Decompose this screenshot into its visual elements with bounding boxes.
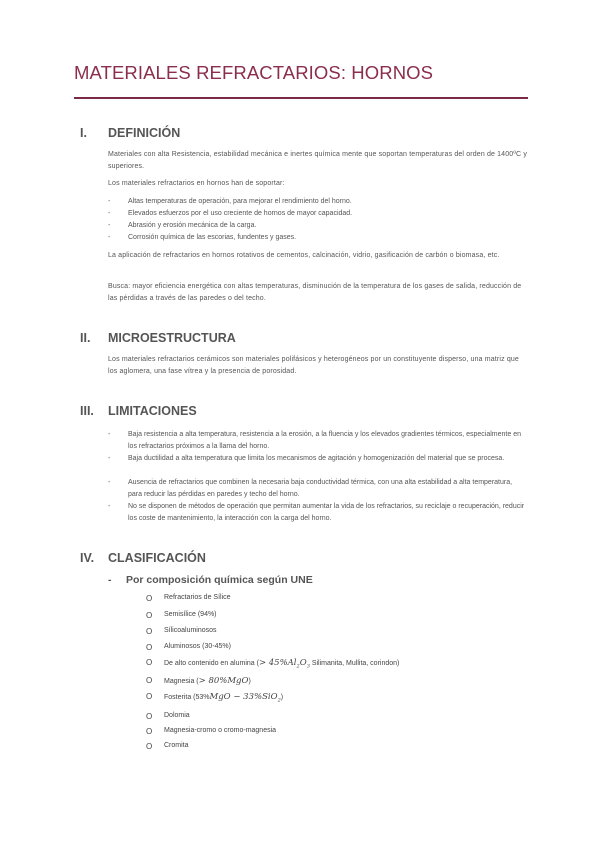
list-item xyxy=(108,429,528,453)
document-title: MATERIALES REFRACTARIOS: HORNOS xyxy=(74,62,434,83)
section-title-limitaciones: LIMITACIONES xyxy=(108,404,197,418)
section-title-definicion: DEFINICIÓN xyxy=(108,126,181,140)
microestructura-paragraph: Los materiales refractarios cerámicos son materiales polifásicos y heterogéneos por un constituyente disperso, una matriz que los aglomera, una fase vítrea y la presencia de porosidad. xyxy=(108,356,519,375)
math-formula xyxy=(259,658,310,668)
bullet-dash: - xyxy=(108,479,111,486)
item-text-prefix: De alto contenido en alumina ( xyxy=(164,660,259,667)
section-number: II. xyxy=(80,331,91,345)
list-item xyxy=(108,453,528,465)
bullet-dash: - xyxy=(108,222,111,229)
list-item-text: Magnesia-cromo o cromo-magnesia xyxy=(164,727,277,734)
section-number: III. xyxy=(80,404,94,418)
bullet-marker: O xyxy=(146,692,153,701)
bullet-marker: O xyxy=(146,658,153,667)
list-item-text: Refractarios de Sílice xyxy=(164,594,231,601)
section-title-microestructura: MICROESTRUCTURA xyxy=(108,331,236,345)
title-underline xyxy=(74,97,528,99)
list-item-text xyxy=(164,676,251,686)
list-item xyxy=(108,477,528,501)
list-item-text xyxy=(164,692,283,704)
bullet-marker: O xyxy=(146,594,153,603)
list-item-text: Dolomia xyxy=(164,712,190,719)
bullet-dash: - xyxy=(108,210,111,217)
bullet-dash: - xyxy=(108,503,111,510)
list-item-text: Aluminosos (30-45%) xyxy=(164,643,231,650)
math-formula: > 80%MgO xyxy=(198,676,249,686)
item-text-suffix: ) xyxy=(248,678,251,685)
list-item-text: Elevados esfuerzos por el uso creciente de hornos de mayor capacidad. xyxy=(128,210,353,217)
list-item-text: Altas temperaturas de operación, para mejorar el rendimiento del horno. xyxy=(128,198,352,205)
definicion-paragraph-2: Los materiales refractarios en hornos han de soportar: xyxy=(108,180,285,187)
bullet-marker: O xyxy=(146,727,153,736)
definicion-paragraph-3: La aplicación de refractarios en hornos rotativos de cementos, calcinación, vidrio, gasificación de carbón o biomasa, etc. xyxy=(108,252,500,259)
bullet-dash: - xyxy=(108,455,111,462)
list-item-text: Baja resistencia a alta temperatura, resistencia a la erosión, a la fluencia y los elevados gradientes térmicos, especialmente en los refractarios próximos a la llama del horno. xyxy=(128,431,521,450)
math-subscript: 2 xyxy=(277,697,281,704)
bullet-marker: O xyxy=(146,742,153,751)
list-item-text: Cromita xyxy=(164,742,189,749)
list-item-text xyxy=(164,658,399,670)
bullet-marker: O xyxy=(146,712,153,721)
section-title-clasificacion: CLASIFICACIÓN xyxy=(108,551,206,565)
list-item-text: Sílicoaluminosos xyxy=(164,627,217,634)
bullet-marker: O xyxy=(146,627,153,636)
math-subscript: 3 xyxy=(306,663,310,670)
subsection-title: Por composición química según UNE xyxy=(126,574,313,586)
bullet-marker: O xyxy=(146,676,153,685)
list-item-text: Ausencia de refractarios que combinen la necesaria baja conductividad térmica, con una alta estabilidad a alta temperatura, para reducir las pérdidas en paredes y techo del horno. xyxy=(128,479,513,498)
item-text-suffix: ) xyxy=(280,694,284,701)
definicion-paragraph-4: Busca: mayor eficiencia energética con altas temperaturas, disminución de la temperatura de los gases de salida, reducción de las pérdidas a través de las paredes o del techo. xyxy=(108,283,522,302)
section-number: I. xyxy=(80,126,87,140)
item-text-prefix: Magnesia ( xyxy=(164,678,199,685)
definicion-paragraph-1: Materiales con alta Resistencia, estabilidad mecánica e inertes química mente que soportan temperaturas del orden de 1400ºC y superiores. xyxy=(108,151,527,170)
item-text-suffix: Silimanita, Mullita, corindon) xyxy=(309,660,400,667)
bullet-dash: - xyxy=(108,198,111,205)
math-formula xyxy=(209,692,284,704)
list-item-text: Abrasión y erosión mecánica de la carga. xyxy=(128,222,257,229)
math-part: MgO − 33%SiO xyxy=(209,692,278,702)
bullet-marker: O xyxy=(146,643,153,652)
list-item-text: Semisílice (94%) xyxy=(164,611,217,618)
list-item-text: Baja ductilidad a alta temperatura que limita los mecanismos de agitación y homogenización del material que se procesa. xyxy=(128,455,505,462)
bullet-dash: - xyxy=(108,234,111,241)
math-part: O xyxy=(299,658,307,668)
section-number: IV. xyxy=(80,551,95,565)
list-item-text: Corrosión química de las escorias, fundentes y gases. xyxy=(128,234,297,241)
bullet-marker: O xyxy=(146,611,153,620)
list-item-text: No se disponen de métodos de operación que permitan aumentar la vida de los refractarios, su reciclaje o recuperación, reducir los coste de mantenimiento, la interacción con la carga del horno. xyxy=(128,503,525,522)
bullet-dash: - xyxy=(108,431,111,438)
list-item xyxy=(108,501,528,525)
math-subscript: 2 xyxy=(296,663,300,670)
math-part: > 45%Al xyxy=(258,658,297,668)
item-text-prefix: Fosterita (53% xyxy=(164,694,210,701)
bullet-dash: - xyxy=(108,574,112,586)
